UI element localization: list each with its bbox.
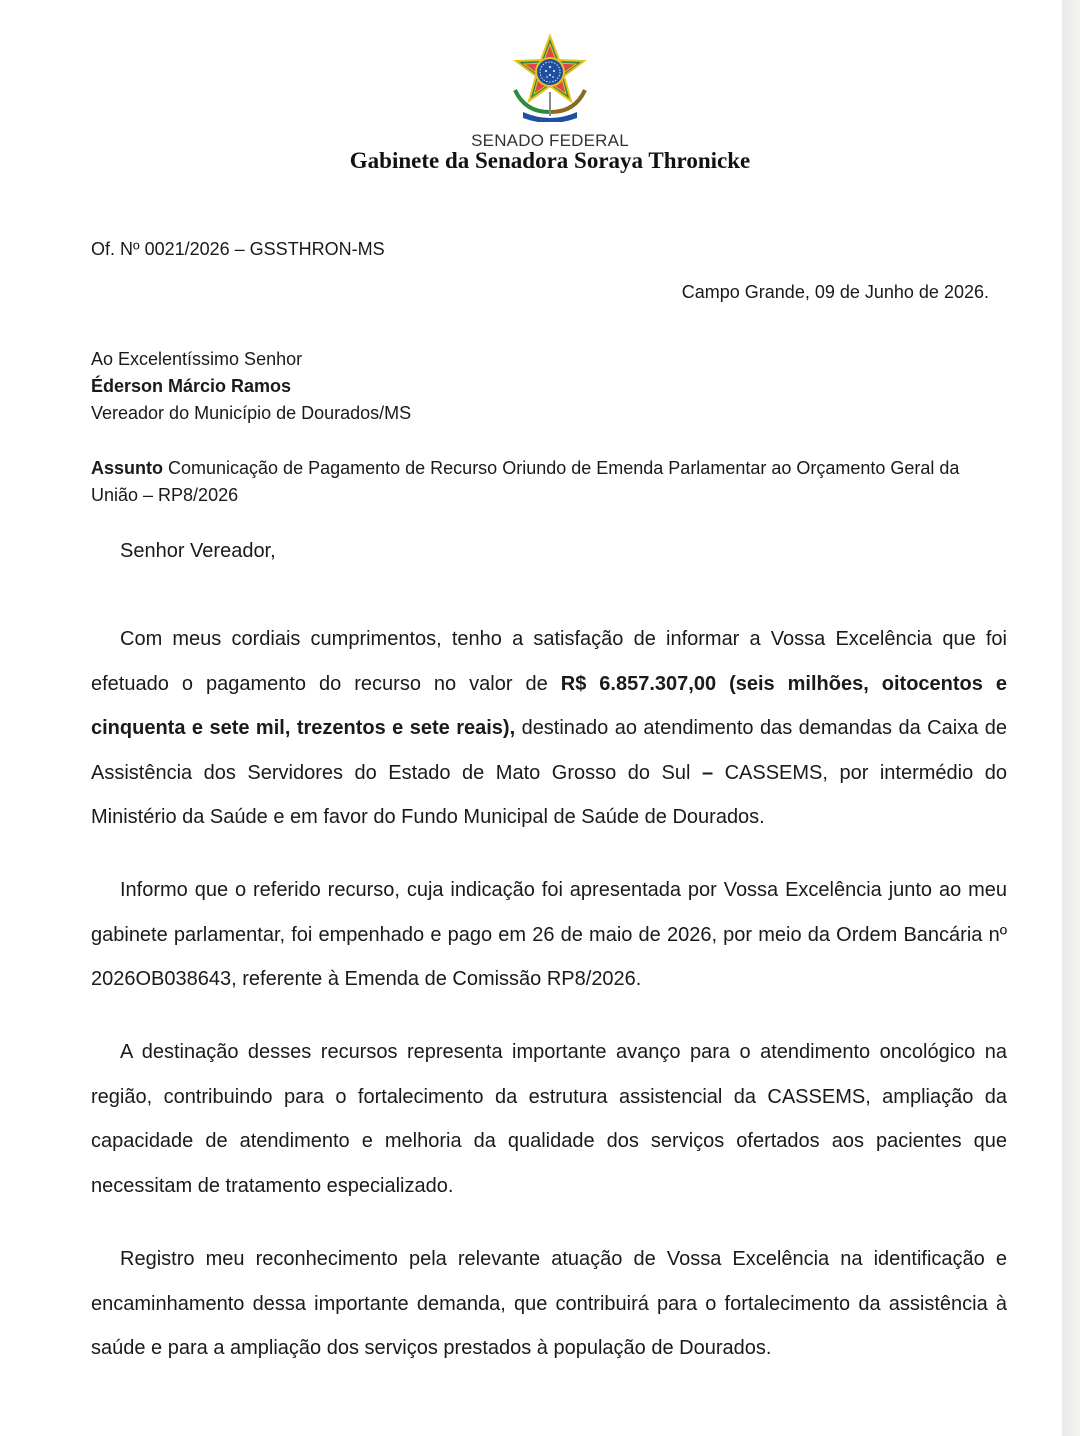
office-name: Gabinete da Senadora Soraya Thronicke xyxy=(349,148,751,173)
paragraph-2: Informo que o referido recurso, cuja indicação foi apresentada por Vossa Excelência junto ao meu gabinete parlamentar, foi empenhado e pago em 26 de maio de 2026, por meio da Ordem Bancária nº 2026OB038643, referente à Emenda de Comissão RP8/2026. xyxy=(91,879,1007,990)
paragraph-1-text-a: Com meus cordiais cumprimentos, tenho a satisfação de informar a Vossa Excelência que foi efetuado o pagamento do recurso no valor de xyxy=(91,628,1007,695)
paragraph-1-text-c: CASSEMS, por intermédio do Ministério da Saúde e em favor do Fundo Municipal de Saúde de Dourados. xyxy=(91,761,1007,828)
paragraph-1-dash: – xyxy=(701,761,714,784)
recipient-salutation: Ao Excelentíssimo Senhor xyxy=(91,349,303,369)
payment-amount: R$ 6.857.307,00 (seis milhões, oitocentos e cinquenta e sete mil, trezentos e sete reais), xyxy=(91,672,1007,739)
org-name: SENADO FEDERAL xyxy=(471,131,629,150)
paragraph-4: Registro meu reconhecimento pela relevante atuação de Vossa Excelência na identificação e encaminhamento dessa importante demanda, que contribuirá para o fortalecimento da assistência à saúde e para a ampliação dos serviços prestados à população de Dourados. xyxy=(91,1248,1007,1359)
subject xyxy=(91,455,991,509)
recipient-title: Vereador do Município de Dourados/MS xyxy=(91,403,412,423)
paragraph-1-text-b: destinado ao atendimento das demandas da Caixa de Assistência dos Servidores do Estado de Mato Grosso do Sul xyxy=(91,717,1007,784)
page-edge xyxy=(1062,0,1080,1436)
paragraph-3: A destinação desses recursos representa importante avanço para o atendimento oncológico na região, contribuindo para o fortalecimento da estrutura assistencial da CASSEMS, ampliação da capacidade de atendimento e melhoria da qualidade dos serviços ofertados aos pacientes que necessitam de tratamento especializado. xyxy=(91,1041,1007,1197)
document-reference: Of. Nº 0021/2026 – GSSTHRON-MS xyxy=(91,239,385,259)
subject-label: Assunto xyxy=(91,458,163,478)
brazil-coat-of-arms-icon xyxy=(505,32,595,122)
paragraph-1 xyxy=(91,617,1007,840)
greeting: Senhor Vereador, xyxy=(120,540,276,562)
subject-text: Comunicação de Pagamento de Recurso Oriundo de Emenda Parlamentar ao Orçamento Geral da União – RP8/2026 xyxy=(91,458,960,505)
place-date: Campo Grande, 09 de Junho de 2026. xyxy=(681,282,989,302)
recipient-name: Éderson Márcio Ramos xyxy=(91,376,292,396)
